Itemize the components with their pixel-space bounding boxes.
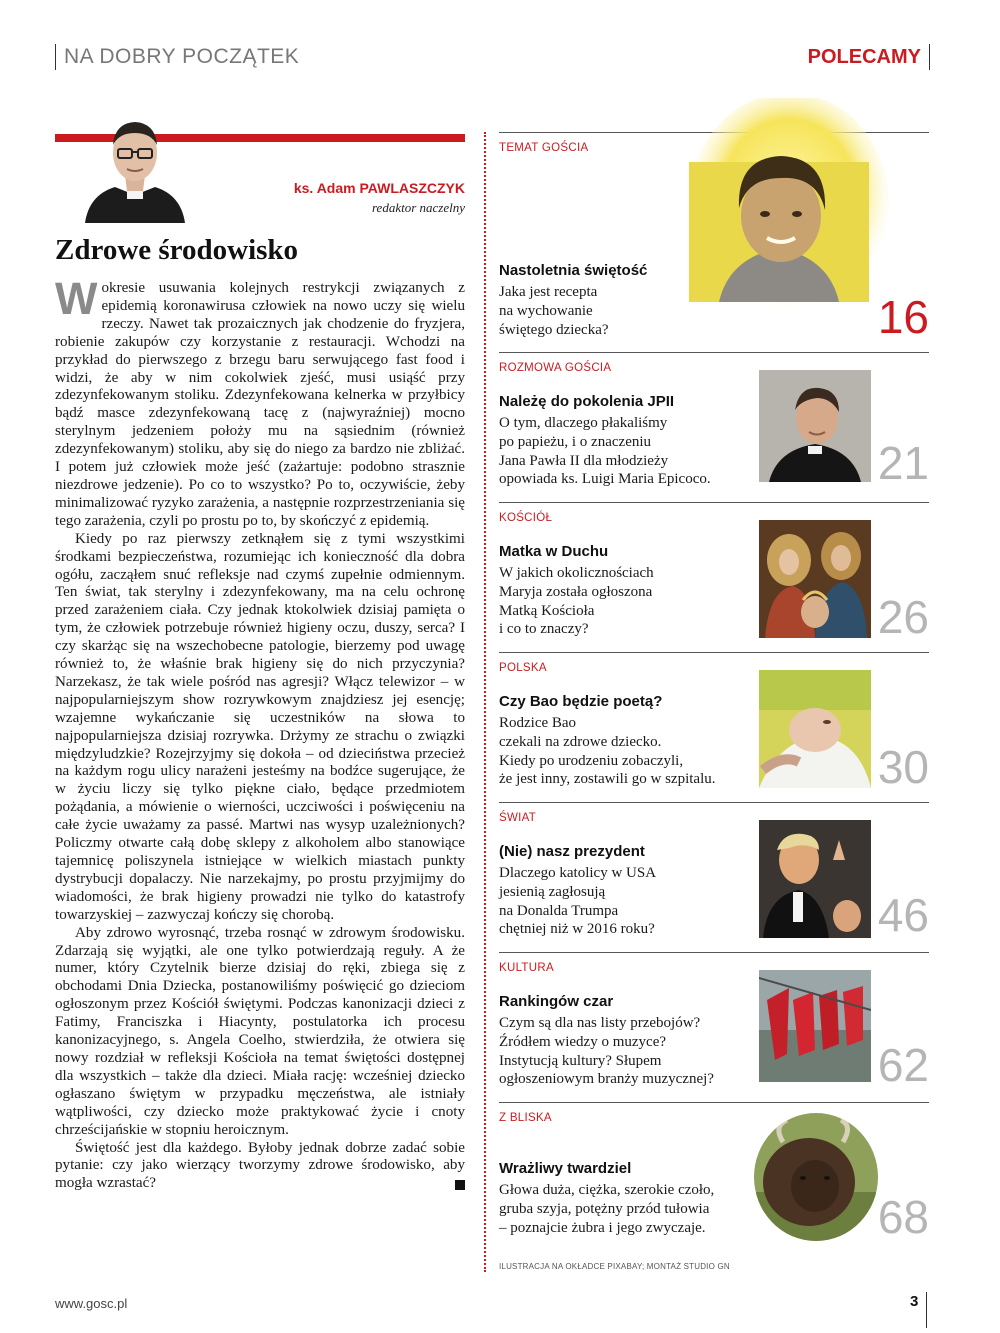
- entry-description-line: Rodzice Bao: [499, 715, 577, 731]
- entry-description: [499, 414, 711, 489]
- entry-title: Wrażliwy twardziel: [499, 1160, 632, 1177]
- author-name: ks. Adam PAWLASZCZYK: [293, 180, 465, 196]
- recommended-list: [499, 0, 929, 1333]
- entry-rule: [499, 952, 929, 953]
- entry-description-line: opowiada ks. Luigi Maria Epicoco.: [499, 471, 711, 488]
- section-label-left: NA DOBRY POCZĄTEK: [55, 44, 299, 70]
- toc-entry[interactable]: [499, 352, 929, 502]
- bison-photo-image: [753, 1112, 879, 1242]
- entry-rule: [499, 352, 929, 353]
- page-number: 21: [877, 437, 929, 489]
- entry-description: [499, 1181, 714, 1237]
- entry-description-line: Instytucją kultury? Słupem: [499, 1052, 662, 1069]
- entry-description-line: Głowa duża, ciężka, szerokie czoło,: [499, 1182, 715, 1198]
- entry-description-line: po papieżu, i o znaczeniu: [499, 433, 652, 450]
- entry-description-line: chętniej niż w 2016 roku?: [499, 921, 655, 938]
- religious-painting-image: [759, 520, 871, 638]
- entry-description-line: jesienią zagłosują: [499, 883, 606, 900]
- entry-description: [499, 283, 609, 339]
- paragraph: [55, 273, 465, 531]
- editorial-body: [55, 273, 465, 1193]
- toc-entry[interactable]: [499, 802, 929, 952]
- footer-url[interactable]: www.gosc.pl: [55, 1296, 128, 1311]
- editorial-title: Zdrowe środowisko: [55, 234, 299, 266]
- paragraph-text: okresie usuwania kolejnych restrykcji związanych z epidemią koronawirusa człowiek na nowo uczy się wielu rzeczy. Nawet tak prozaicznych jak chodzenie do fryzjera, robienie zakupów czy korzystanie z restauracji. Wchodzi na przykład do pierwszego z brzegu baru serwującego fast food i widzi, że aby w nim cokolwiek zjeść, musi usiąść przy zdezynfekowanym stoliku. Zdezynfekowana kelnerka w przyłbicy bądź masce zdezynfekowaną tacę z (najwyraźniej) mocno sterylnym jedzeniem położy mu na sąsiednim (również zdezynfekowanym) stoliku, aby się do niego za bardzo nie zbliżać. I potem już człowiek może jeść (zażartuje: podobno strasznie niezdrowe jedzenie). Po co to wszystko? Po to, oczywiście, żeby minimalizować ryzyko zarażenia, a następnie rozprzestrzeniania się tego zarażenia, czyli po prostu po to, by skończyć z epidemią.: [55, 280, 465, 529]
- entry-description-line: i co to znaczy?: [499, 621, 589, 638]
- entry-description: [499, 564, 654, 639]
- author-role: redaktor naczelny: [371, 200, 465, 215]
- page-number: 26: [877, 591, 929, 643]
- entry-description-line: Maryja została ogłoszona: [499, 583, 653, 600]
- page-number: 16: [877, 291, 929, 343]
- column-divider: [484, 132, 486, 1272]
- entry-description-line: ogłoszeniowym branży muzycznej?: [499, 1071, 714, 1088]
- footer-page-number: 3: [910, 1292, 927, 1328]
- toc-entry[interactable]: [499, 952, 929, 1102]
- paragraph-text: Świętość jest dla każdego. Byłoby jednak dobrze zadać sobie pytanie: czy jako wierzący tworzymy zdrowe środowisko, aby mogła wzrastać?: [55, 1139, 465, 1192]
- entry-description-line: na Donalda Trumpa: [499, 902, 619, 919]
- entry-description: [499, 864, 656, 939]
- entry-description: [499, 1014, 714, 1089]
- entry-description-line: na wychowanie: [499, 302, 593, 319]
- page-number: 68: [877, 1191, 929, 1243]
- entry-category: KOŚCIÓŁ: [499, 512, 553, 524]
- page-number: 30: [877, 741, 929, 793]
- paragraph: Kiedy po raz pierwszy zetknąłem się z tymi wszystkimi środkami bezpieczeństwa, rozumiejąc ich konieczność dla dobra ogółu, zacząłem snuć refleksje nad czymś zupełnie odmiennym. Ten świat, tak sterylny i zdezynfekowany, ma na celu ochronę przed zarażeniem ciała. Czy jednak ktokolwiek dzisiaj pamięta o tym, że człowiek potrzebuje również higieny oczu, duszy, serca? I czy skarżąc się na wszechobecne patologie, bierzemy pod uwagę również to, że właśnie brak higieny się do nich przyczynia? Narzekasz, że tak wiele pośród nas agresji? Włącz telewizor – w najpopularniejszym show rozrywkowym znajdziesz jej esencję; wzajemne wykańczanie się uczestników na słowa to najpopularniejsza dzisiaj rozrywka. Drżymy ze strachu o związki międzyludzkie? Rozejrzyjmy się dokoła – od dzieciństwa przecież na każdym rogu ulicy narażeni jesteśmy na bodźce sugerujące, że w życiu liczy się tylko piękne ciało, będące przedmiotem pożądania, a mówienie o wierności, uczciwości i poświęceniu na całe życie uważamy za passé. Martwi nas wysyp uzależnionych? Policzmy otwarte całą dobę sklepy z alkoholem albo stanowiące tajemnicę poliszynela istniejące w wielkich miastach punkty dystrybucji dopalaczy. Nie narzekajmy, po prostu przyjmijmy do wiadomości, że brak higieny prowadzi nie tylko do katastrofy towarzyskiej – zazwyczaj kończy się chorobą.: [55, 530, 465, 923]
- entry-rule: [499, 502, 929, 503]
- toc-entry[interactable]: [499, 132, 929, 352]
- neon-sign-image: [759, 970, 871, 1082]
- entry-description-line: świętego dziecka?: [499, 321, 609, 338]
- entry-rule: [499, 1102, 929, 1103]
- entry-description-line: Jana Pawła II dla młodzieży: [499, 452, 669, 469]
- entry-title: Czy Bao będzie poetą?: [499, 693, 663, 710]
- entry-title: Należę do pokolenia JPII: [499, 393, 675, 410]
- entry-category: ŚWIAT: [499, 812, 537, 824]
- toc-entry[interactable]: [499, 1102, 929, 1252]
- section-label-right: POLECAMY: [808, 44, 930, 70]
- entry-description: [499, 714, 715, 789]
- entry-title: Rankingów czar: [499, 993, 614, 1010]
- entry-description-line: O tym, dlaczego płakaliśmy: [499, 415, 668, 431]
- entry-description-line: – poznajcie żubra i jego zwyczaje.: [499, 1219, 706, 1236]
- end-mark-icon: [455, 1180, 465, 1190]
- entry-category: KULTURA: [499, 962, 554, 974]
- entry-rule: [499, 652, 929, 653]
- dropcap: W: [55, 273, 98, 324]
- author-photo: [75, 105, 195, 223]
- entry-description-line: Matką Kościoła: [499, 602, 595, 619]
- entry-description-line: że jest inny, zostawili go w szpitalu.: [499, 771, 716, 788]
- entry-description-line: Kiedy po urodzeniu zobaczyli,: [499, 752, 684, 769]
- entry-title: Nastoletnia świętość: [499, 262, 648, 279]
- entry-title: (Nie) nasz prezydent: [499, 843, 645, 860]
- entry-rule: [499, 802, 929, 803]
- baby-photo-image: [759, 670, 871, 788]
- toc-entry[interactable]: [499, 652, 929, 802]
- page-number: 46: [877, 889, 929, 941]
- paragraph: Aby zdrowo wyrosnąć, trzeba rosnąć w zdrowym środowisku. Zdarzają się wyjątki, ale one tylko potwierdzają reguły. A że numer, który Czytelnik bierze dzisiaj do ręki, zbiega się z obchodami Dnia Dziecka, postanowiliśmy poświęcić go dzieciom ogłoszonym przez Kościół świętymi. Podczas kanonizacji dzieci z Fatimy, Franciszka i Hiacynty, postulatorka ich procesu kanonizacyjnego, s. Angela Coelho, stwierdziła, że otwiera się nowy rozdział w refleksji Kościoła na temat świętości dostępnej dla wszystkich – także dla dzieci. Miała rację: wcześniej dziecko ogłaszano świętym w przypadku męczeństwa, ale istniały wątpliwości, czy dziecko może praktykować życie i cnoty chrześcijańskie w stopniu heroicznym.: [55, 924, 465, 1138]
- entry-category: TEMAT GOŚCIA: [499, 142, 589, 154]
- page-number: 62: [877, 1039, 929, 1091]
- image-credit: ILUSTRACJA NA OKŁADCE PIXABAY; MONTAŻ STUDIO GN: [499, 1262, 730, 1271]
- entry-description-line: czekali na zdrowe dziecko.: [499, 733, 662, 750]
- entry-category: ROZMOWA GOŚCIA: [499, 362, 612, 374]
- entry-description-line: Czym są dla nas listy przebojów?: [499, 1015, 701, 1031]
- entry-category: Z BLISKA: [499, 1112, 552, 1124]
- entry-title: Matka w Duchu: [499, 543, 609, 560]
- entry-description-line: W jakich okolicznościach: [499, 565, 654, 581]
- entry-description-line: gruba szyja, potężny przód tułowia: [499, 1200, 710, 1217]
- entry-description-line: Źródłem wiedzy o muzyce?: [499, 1033, 667, 1050]
- paragraph: [55, 1140, 465, 1194]
- priest-portrait-image: [759, 370, 871, 482]
- saint-portrait-image: [689, 98, 889, 338]
- entry-description-line: Jaka jest recepta: [499, 284, 598, 300]
- entry-description-line: Dlaczego katolicy w USA: [499, 865, 657, 881]
- politician-photo-image: [759, 820, 871, 938]
- entry-category: POLSKA: [499, 662, 547, 674]
- toc-entry[interactable]: [499, 502, 929, 652]
